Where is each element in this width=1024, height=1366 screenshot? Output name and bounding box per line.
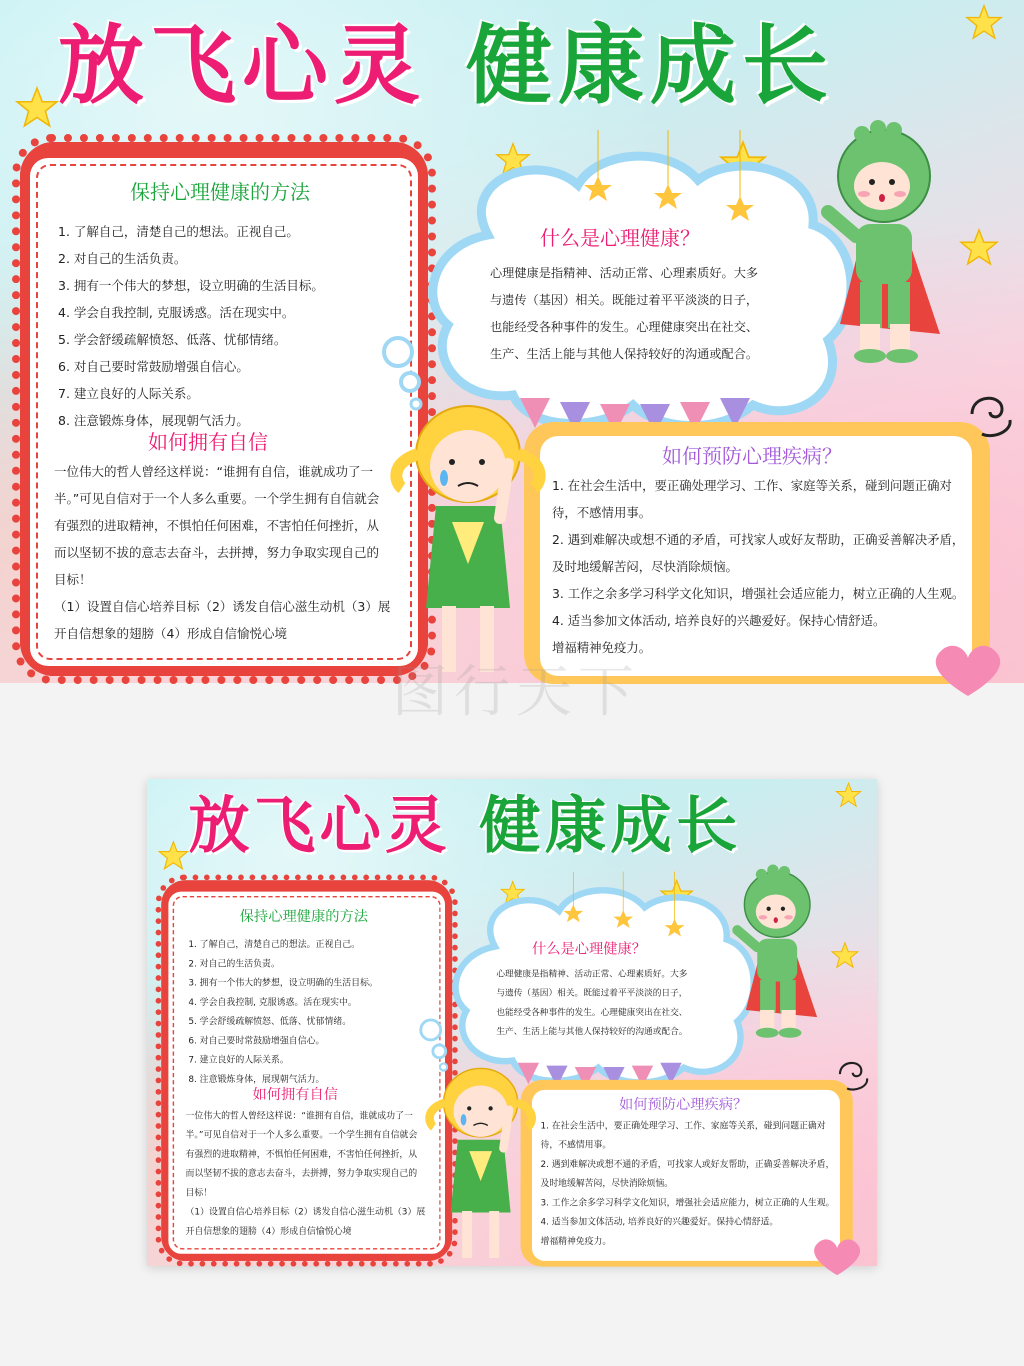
poster-preview <box>147 779 877 1266</box>
text-line: 半。”可见自信对于一个人多么重要。一个学生拥有自信就会 <box>54 491 380 506</box>
confidence-heading: 如何拥有自信 <box>148 430 268 454</box>
methods-list <box>188 934 378 1088</box>
text-line: 有强烈的进取精神，不惧怕任何困难，不害怕任何挫折，从 <box>185 1148 418 1159</box>
list-item: 8. 注意锻炼身体，展现朝气活力。 <box>188 1073 325 1085</box>
text-line: 及时地缓解苦闷，尽快消除烦恼。 <box>552 559 738 574</box>
text-line: 一位伟大的哲人曾经这样说：“谁拥有自信，谁就成功了一 <box>185 1109 413 1121</box>
text-line: 目标！ <box>54 572 92 587</box>
text-line: 生产、生活上能与其他人保持较好的沟通或配合。 <box>490 347 759 361</box>
prevent-text <box>541 1115 835 1250</box>
poster-title <box>188 776 741 864</box>
list-item: 8. 注意锻炼身体，展现朝气活力。 <box>58 413 249 428</box>
list-item: 2. 对自己的生活负责。 <box>188 957 280 969</box>
poster-title <box>58 0 834 120</box>
confidence-text <box>185 1106 425 1241</box>
list-item: 6. 对自己要时常鼓励增强自信心。 <box>188 1034 325 1046</box>
text-line: 与遗传（基因）相关。既能过着平平淡淡的日子， <box>496 987 688 998</box>
star-icon <box>836 782 862 808</box>
confidence-heading: 如何拥有自信 <box>252 1085 339 1103</box>
text-line: 目标！ <box>185 1186 213 1198</box>
watermark: 图行天下 <box>392 660 640 725</box>
list-item: 2. 对自己的生活负责。 <box>58 251 187 266</box>
text-line: 及时地缓解苦闷，尽快消除烦恼。 <box>540 1177 674 1189</box>
text-line: 而以坚韧不拔的意志去奋斗，去拼搏，努力争取实现自己的 <box>54 545 380 560</box>
list-item: 1. 了解自己，清楚自己的想法。正视自己。 <box>188 938 361 950</box>
swirl-icon <box>833 1053 876 1096</box>
text-line: 半。”可见自信对于一个人多么重要。一个学生拥有自信就会 <box>185 1129 418 1140</box>
text-line: 一位伟大的哲人曾经这样说：“谁拥有自信，谁就成功了一 <box>54 464 373 479</box>
text-line: 2. 遇到难解决或想不通的矛盾，可找家人或好友帮助，正确妥善解决矛盾， <box>552 532 965 547</box>
text-line: 而以坚韧不拔的意志去奋斗，去拼搏，努力争取实现自己的 <box>185 1167 418 1179</box>
title-part2: 健康成长 <box>466 16 834 116</box>
poster-preview-inner <box>147 779 877 1266</box>
poster-preview-content <box>147 779 877 1266</box>
text-line: 2. 遇到难解决或想不通的矛盾，可找家人或好友帮助，正确妥善解决矛盾， <box>540 1158 835 1169</box>
heart-icon <box>809 1234 866 1277</box>
text-line: 3. 工作之余多学习科学文化知识，增强社会适应能力，树立正确的人生观。 <box>540 1196 835 1208</box>
title-part2: 健康成长 <box>479 790 742 862</box>
title-part1: 放飞心灵 <box>58 16 426 116</box>
list-item: 5. 学会舒缓疏解愤怒、低落、忧郁情绪。 <box>188 1015 352 1027</box>
text-line: 开自信想象的翅膀（4）形成自信愉悦心境 <box>54 626 287 641</box>
prevent-text <box>552 472 964 661</box>
list-item: 3. 拥有一个伟大的梦想，设立明确的生活目标。 <box>58 278 324 293</box>
methods-heading: 保持心理健康的方法 <box>239 907 368 925</box>
text-line: 3. 工作之余多学习科学文化知识，增强社会适应能力，树立正确的人生观。 <box>552 586 965 601</box>
text-line: 也能经受各种事件的发生。心理健康突出在社交、 <box>490 320 759 334</box>
what-heading: 什么是心理健康？ <box>540 226 700 250</box>
star-icon <box>966 4 1002 40</box>
text-line: 4. 适当参加文体活动, 培养良好的兴趣爱好。保持心情舒适。 <box>540 1216 779 1227</box>
list-item: 7. 建立良好的人际关系。 <box>58 386 199 401</box>
list-item: 1. 了解自己，清楚自己的想法。正视自己。 <box>58 224 299 239</box>
list-item: 5. 学会舒缓疏解愤怒、低落、忧郁情绪。 <box>58 332 287 347</box>
hanging-star-icon <box>560 872 688 943</box>
text-line: （1）设置自信心培养目标（2）诱发自信心滋生动机（3）展 <box>185 1206 426 1217</box>
confidence-text <box>54 458 390 647</box>
text-line: 增福精神免疫力。 <box>552 640 652 655</box>
text-line: 1. 在社会生活中，要正确处理学习、工作、家庭等关系，碰到问题正确对 <box>540 1119 826 1131</box>
boy-character-illustration <box>820 124 970 374</box>
text-line: 1. 在社会生活中，要正确处理学习、工作、家庭等关系，碰到问题正确对 <box>552 478 952 493</box>
list-item: 4. 学会自我控制, 克服诱惑。活在现实中。 <box>188 996 357 1008</box>
methods-heading: 保持心理健康的方法 <box>130 180 310 204</box>
boy-character-illustration <box>732 867 839 1045</box>
text-line: 与遗传（基因）相关。既能过着平平淡淡的日子， <box>490 293 759 307</box>
text-line: 增福精神免疫力。 <box>540 1235 612 1246</box>
what-heading: 什么是心理健康？ <box>531 940 647 958</box>
list-item: 7. 建立良好的人际关系。 <box>188 1054 289 1065</box>
hanging-star-icon <box>580 130 760 230</box>
girl-character-illustration <box>424 1060 538 1267</box>
text-line: 有强烈的进取精神，不惧怕任何困难，不害怕任何挫折，从 <box>54 518 380 533</box>
text-line: 也能经受各种事件的发生。心理健康突出在社交、 <box>496 1007 688 1018</box>
girl-character-illustration <box>388 394 548 684</box>
title-part1: 放飞心灵 <box>188 790 451 862</box>
text-line: 待，不感情用事。 <box>552 505 652 520</box>
prevent-heading: 如何预防心理疾病？ <box>618 1095 748 1113</box>
list-item: 6. 对自己要时常鼓励增强自信心。 <box>58 359 249 374</box>
prevent-heading: 如何预防心理疾病？ <box>662 444 842 468</box>
swirl-icon <box>962 384 1022 444</box>
text-line: 4. 适当参加文体活动, 培养良好的兴趣爱好。保持心情舒适。 <box>552 613 886 628</box>
list-item: 4. 学会自我控制, 克服诱惑。活在现实中。 <box>58 305 295 320</box>
heart-icon <box>928 638 1008 698</box>
text-line: 生产、生活上能与其他人保持较好的沟通或配合。 <box>496 1026 688 1037</box>
star-icon <box>158 840 188 870</box>
methods-list <box>58 218 324 434</box>
text-line: 开自信想象的翅膀（4）形成自信愉悦心境 <box>185 1225 352 1236</box>
what-text <box>490 260 758 368</box>
text-line: （1）设置自信心培养目标（2）诱发自信心滋生动机（3）展 <box>54 599 391 614</box>
what-text <box>496 964 687 1041</box>
text-line: 心理健康是指精神、活动正常、心理素质好。大多 <box>496 968 688 979</box>
text-line: 待，不感情用事。 <box>540 1139 612 1150</box>
list-item: 3. 拥有一个伟大的梦想，设立明确的生活目标。 <box>188 977 378 988</box>
star-icon <box>16 86 58 128</box>
text-line: 心理健康是指精神、活动正常、心理素质好。大多 <box>490 266 759 280</box>
